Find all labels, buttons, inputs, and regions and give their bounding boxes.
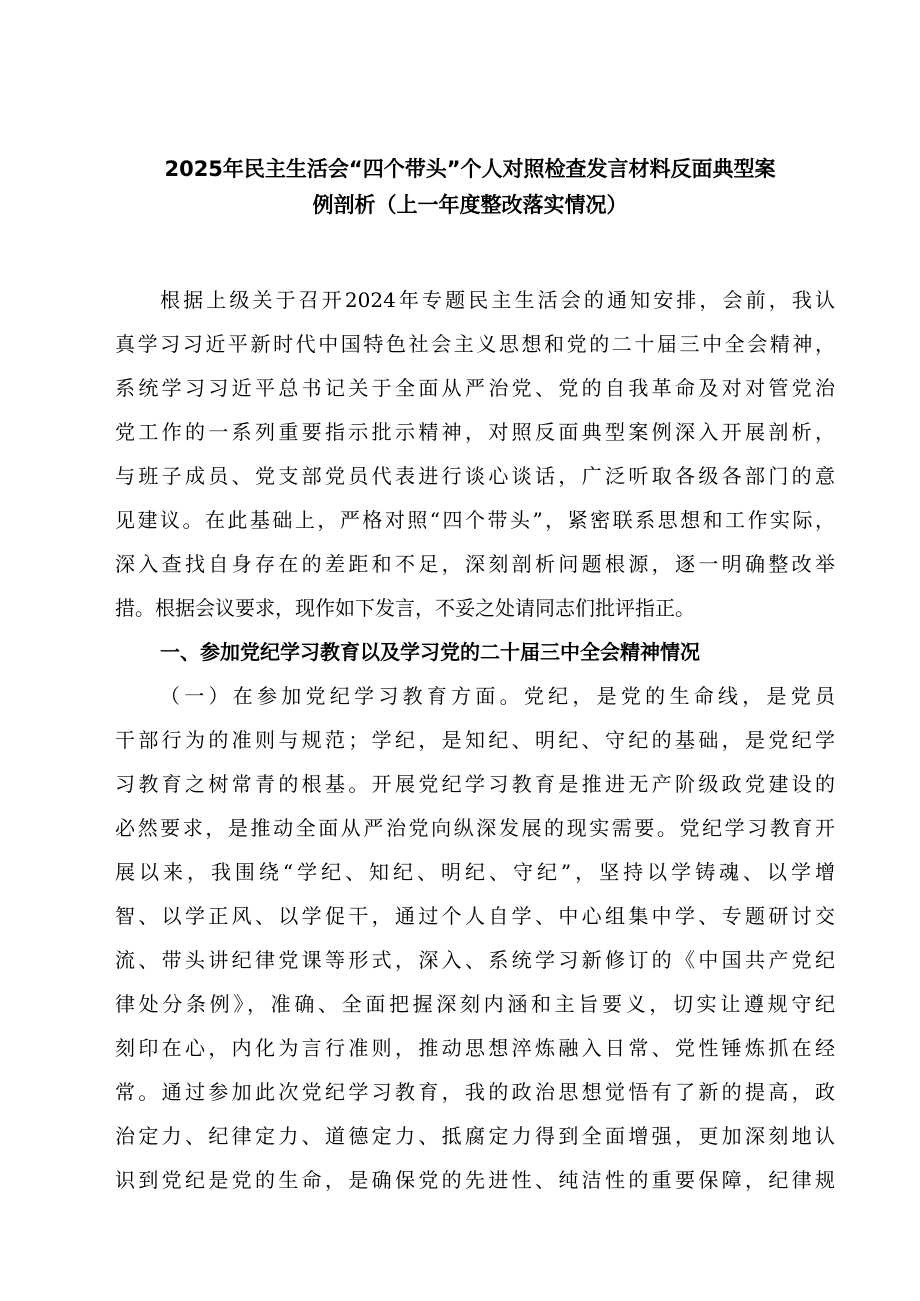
paragraph-line: 习教育之树常青的根基。开展党纪学习教育是推进无产阶级政党建设的	[115, 772, 835, 796]
document-title-line-1: 2025年民主生活会“四个带头”个人对照检查发言材料反面典型案	[164, 157, 776, 181]
paragraph-line: 流、带头讲纪律党课等形式，深入、系统学习新修订的《中国共产党纪	[115, 948, 835, 972]
paragraph-line: 律处分条例》，准确、全面把握深刻内涵和主旨要义，切实让遵规守纪	[115, 992, 835, 1016]
document-title-line-2: 例剖析（上一年度整改落实情况）	[312, 193, 628, 217]
paragraph-line: 展以来，我围绕“学纪、知纪、明纪、守纪”，坚持以学铸魂、以学增	[115, 860, 835, 884]
paragraph-line: 根据上级关于召开2024年专题民主生活会的通知安排，会前，我认	[160, 288, 835, 312]
paragraph-line: 深入查找自身存在的差距和不足，深刻剖析问题根源，逐一明确整改举	[115, 552, 835, 576]
paragraph-line: 干部行为的准则与规范；学纪，是知纪、明纪、守纪的基础，是党纪学	[115, 728, 835, 752]
paragraph-line: 与班子成员、党支部党员代表进行谈心谈话，广泛听取各级各部门的意	[115, 464, 835, 488]
paragraph-line: 必然要求，是推动全面从严治党向纵深发展的现实需要。党纪学习教育开	[115, 816, 835, 840]
paragraph-line: 系统学习习近平总书记关于全面从严治党、党的自我革命及对对管党治	[115, 376, 835, 400]
paragraph-line: 党工作的一系列重要指示批示精神，对照反面典型案例深入开展剖析，	[115, 420, 835, 444]
paragraph-line: 智、以学正风、以学促干，通过个人自学、中心组集中学、专题研讨交	[115, 904, 835, 928]
paragraph-line: 见建议。在此基础上，严格对照“四个带头”，紧密联系思想和工作实际，	[115, 508, 835, 532]
paragraph-line: 刻印在心，内化为言行准则，推动思想淬炼融入日常、党性锤炼抓在经	[115, 1036, 835, 1060]
paragraph-line: （一）在参加党纪学习教育方面。党纪，是党的生命线，是党员	[160, 684, 835, 708]
paragraph-line: 识到党纪是党的生命，是确保党的先进性、纯洁性的重要保障，纪律规	[115, 1168, 835, 1192]
paragraph-line: 常。通过参加此次党纪学习教育，我的政治思想觉悟有了新的提高，政	[115, 1080, 835, 1104]
paragraph-line: 真学习习近平新时代中国特色社会主义思想和党的二十届三中全会精神，	[115, 332, 835, 356]
section-heading: 一、参加党纪学习教育以及学习党的二十届三中全会精神情况	[160, 640, 700, 664]
paragraph-line: 治定力、纪律定力、道德定力、抵腐定力得到全面增强，更加深刻地认	[115, 1124, 835, 1148]
paragraph-line: 措。根据会议要求，现作如下发言，不妥之处请同志们批评指正。	[115, 596, 695, 620]
